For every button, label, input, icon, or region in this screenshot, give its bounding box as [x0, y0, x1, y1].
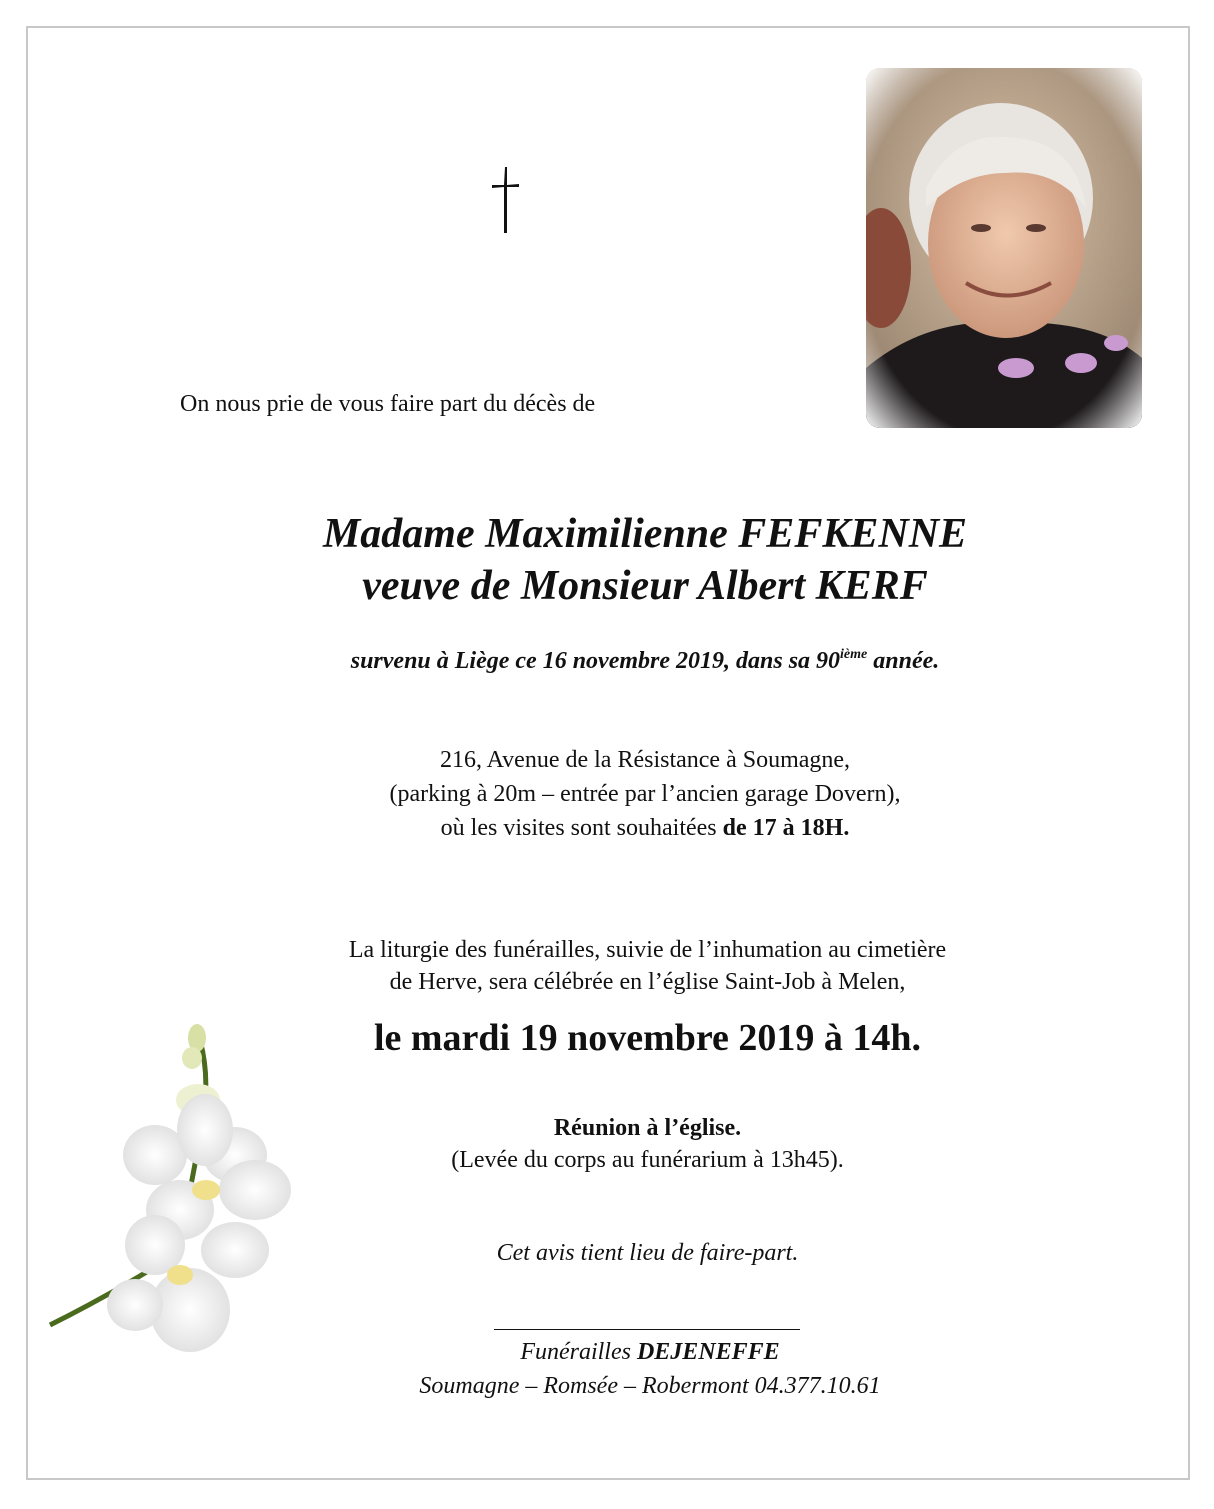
- funeral-home-locations: Soumagne – Romsée – Robermont 04.377.10.61: [419, 1373, 881, 1399]
- ordinal-suffix: ième: [840, 647, 868, 662]
- funeral-home-brand: DEJENEFFE: [636, 1339, 780, 1365]
- visitation-address: [200, 743, 1090, 845]
- funeral-home-prefix: Funérailles: [520, 1339, 637, 1365]
- liturgy-text: [200, 934, 1095, 998]
- deceased-name-block: [200, 508, 1090, 612]
- reunion-detail: (Levée du corps au funérarium à 13h45).: [451, 1147, 844, 1173]
- orchid-illustration: [40, 1020, 310, 1360]
- address-line-3: [200, 811, 1090, 845]
- funeral-home-name: [300, 1335, 1000, 1369]
- deceased-name: Madame Maximilienne FEFKENNE: [322, 511, 968, 557]
- notice-text: Cet avis tient lieu de faire-part.: [496, 1240, 799, 1266]
- liturgy-line-2: de Herve, sera célébrée en l’église Saint-Job à Melen,: [389, 969, 906, 995]
- death-details: [200, 648, 1090, 675]
- liturgy-line-1: La liturgie des funérailles, suivie de l’inhumation au cimetière: [348, 937, 947, 963]
- address-line-1: 216, Avenue de la Résistance à Soumagne,: [439, 747, 851, 773]
- funeral-home-block: [300, 1335, 1000, 1403]
- signature-divider: [494, 1329, 800, 1330]
- death-details-suffix: année.: [867, 648, 940, 674]
- visits-hours: de 17 à 18H.: [722, 815, 850, 841]
- ceremony-date: le mardi 19 novembre 2019 à 14h.: [373, 1017, 922, 1059]
- reunion-block: [200, 1112, 1095, 1176]
- intro-text: On nous prie de vous faire part du décès de: [180, 391, 596, 417]
- visits-text: où les visites sont souhaitées: [440, 815, 723, 841]
- address-line-2: (parking à 20m – entrée par l’ancien garage Dovern),: [389, 781, 901, 807]
- death-details-prefix: survenu à Liège ce 16 novembre 2019, dans sa 90: [350, 648, 841, 674]
- reunion-title: Réunion à l’église.: [553, 1115, 742, 1141]
- cross-icon: [486, 165, 526, 235]
- widow-of-line: veuve de Monsieur Albert KERF: [362, 563, 928, 609]
- portrait-photo: [866, 68, 1142, 428]
